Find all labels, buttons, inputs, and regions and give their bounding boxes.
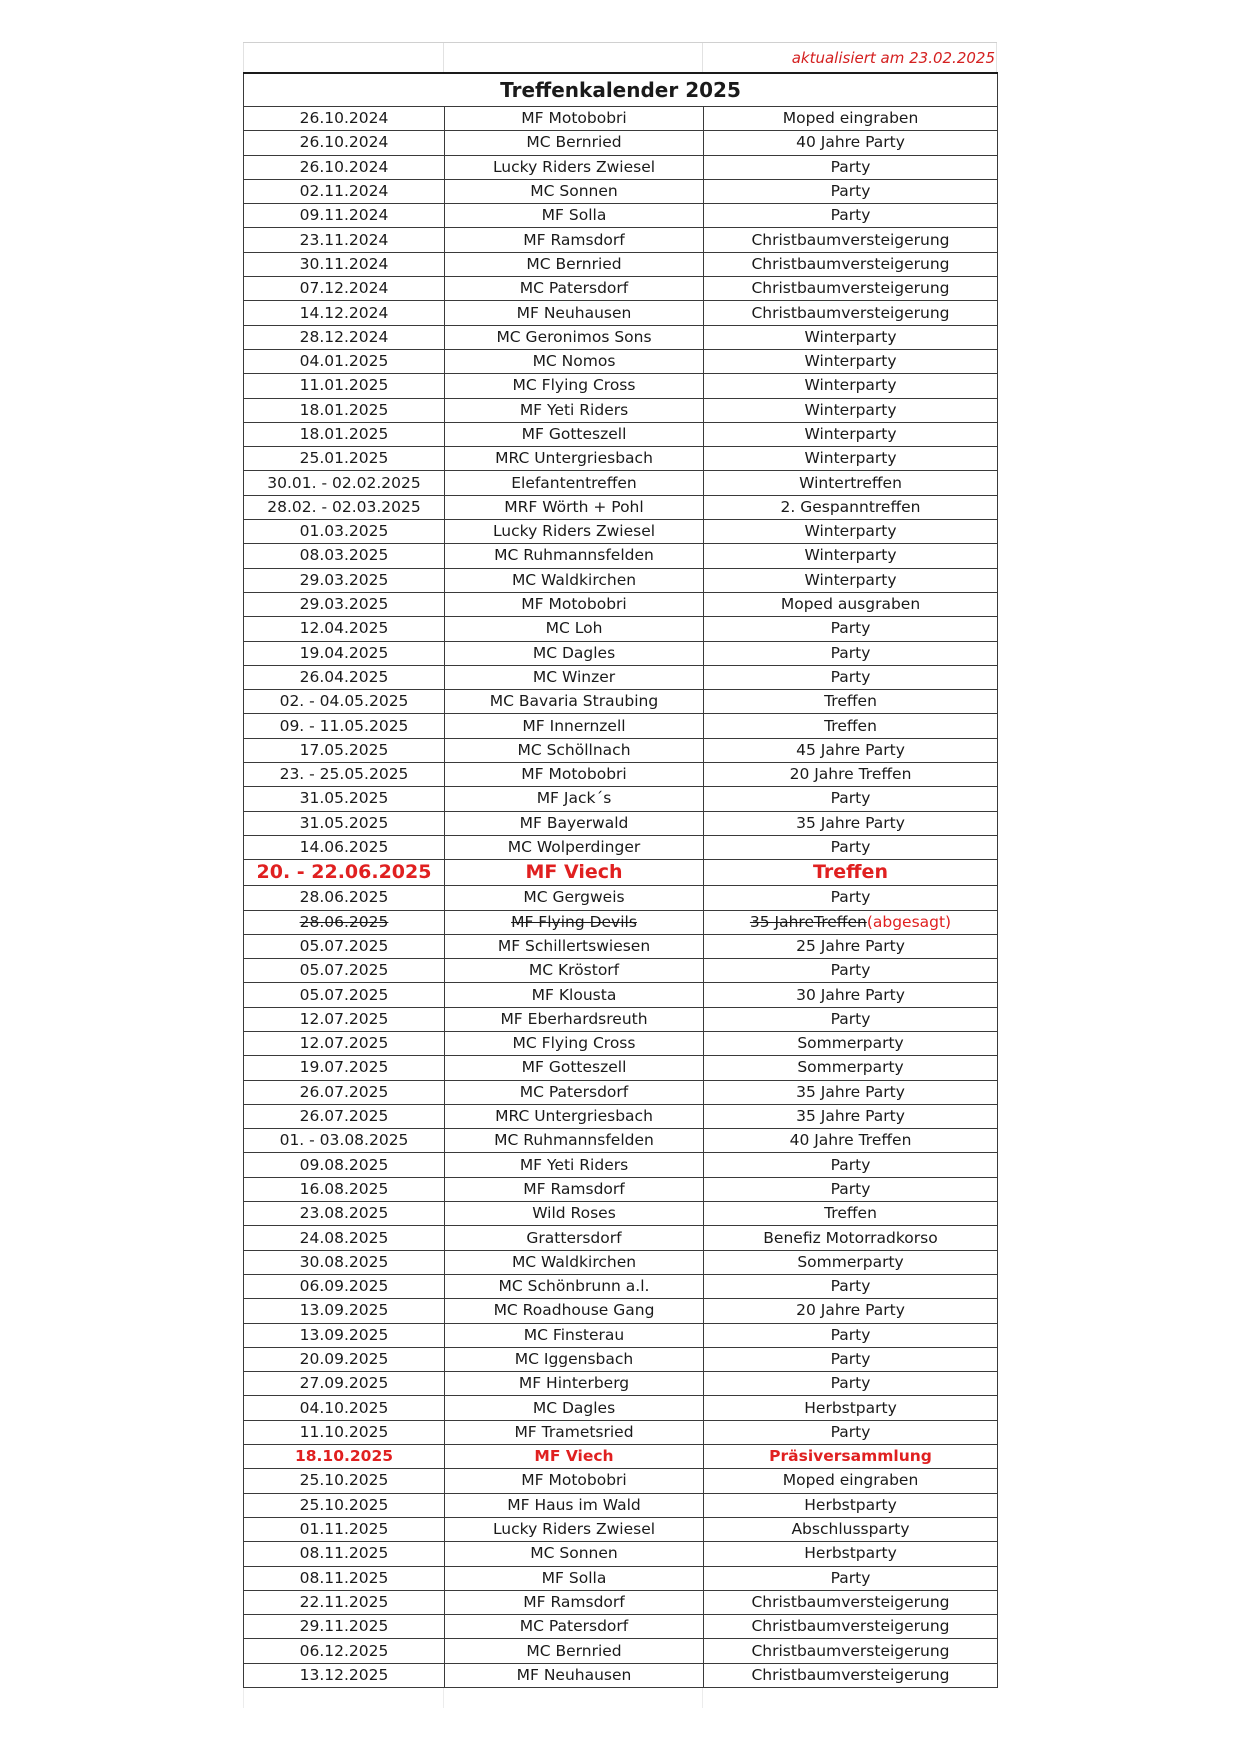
event-date: 09.08.2025 [244, 1153, 445, 1177]
table-row [244, 1299, 998, 1323]
table-row [244, 1469, 998, 1493]
table-row [244, 520, 998, 544]
event-club: MC Bernried [445, 252, 704, 276]
event-club: MF Motobobri [445, 107, 704, 131]
event-date: 12.04.2025 [244, 617, 445, 641]
event-date: 22.11.2025 [244, 1590, 445, 1614]
event-date: 29.03.2025 [244, 568, 445, 592]
table-row [244, 107, 998, 131]
event-club: Grattersdorf [445, 1226, 704, 1250]
event-club: MC Sonnen [445, 179, 704, 203]
event-club: MF Motobobri [445, 1469, 704, 1493]
event-date: 28.06.2025 [244, 886, 445, 910]
table-row [244, 1274, 998, 1298]
event-date: 08.11.2025 [244, 1542, 445, 1566]
event-date: 31.05.2025 [244, 811, 445, 835]
event-type: Herbstparty [704, 1542, 998, 1566]
table-row [244, 835, 998, 859]
event-date: 02.11.2024 [244, 179, 445, 203]
table-row [244, 301, 998, 325]
event-date: 30.01. - 02.02.2025 [244, 471, 445, 495]
event-type: Wintertreffen [704, 471, 998, 495]
event-calendar-table [243, 72, 998, 1688]
event-type: Benefiz Motorradkorso [704, 1226, 998, 1250]
event-date: 26.04.2025 [244, 665, 445, 689]
table-row [244, 910, 998, 934]
event-club: MF Bayerwald [445, 811, 704, 835]
event-type: Winterparty [704, 325, 998, 349]
event-type: 2. Gespanntreffen [704, 495, 998, 519]
event-club: MC Flying Cross [445, 1031, 704, 1055]
event-type: Party [704, 1153, 998, 1177]
event-type: Party [704, 1007, 998, 1031]
event-club: MF Yeti Riders [445, 398, 704, 422]
table-row [244, 1177, 998, 1201]
event-type: Treffen [704, 860, 998, 886]
table-row [244, 374, 998, 398]
event-club: MF Hinterberg [445, 1372, 704, 1396]
table-row [244, 1517, 998, 1541]
event-type: Christbaumversteigerung [704, 1639, 998, 1663]
event-date: 05.07.2025 [244, 983, 445, 1007]
event-club: MC Kröstorf [445, 959, 704, 983]
table-row [244, 349, 998, 373]
table-row [244, 544, 998, 568]
event-club: MF Eberhardsreuth [445, 1007, 704, 1031]
event-type: Party [704, 155, 998, 179]
event-type: Party [704, 641, 998, 665]
event-type: Moped ausgraben [704, 592, 998, 616]
event-type: 30 Jahre Party [704, 983, 998, 1007]
event-date: 19.07.2025 [244, 1056, 445, 1080]
event-club: MF Motobobri [445, 592, 704, 616]
event-type: Party [704, 617, 998, 641]
table-row [244, 1615, 998, 1639]
event-club: MF Flying Devils [445, 910, 704, 934]
table-row [244, 1056, 998, 1080]
event-club: MC Patersdorf [445, 277, 704, 301]
table-row [244, 641, 998, 665]
event-club: MC Gergweis [445, 886, 704, 910]
table-row [244, 1250, 998, 1274]
event-type: Party [704, 1177, 998, 1201]
event-club: MC Nomos [445, 349, 704, 373]
event-date: 28.02. - 02.03.2025 [244, 495, 445, 519]
event-type: Sommerparty [704, 1250, 998, 1274]
event-type: Party [704, 886, 998, 910]
event-date: 09. - 11.05.2025 [244, 714, 445, 738]
event-type: Winterparty [704, 447, 998, 471]
event-club: MC Loh [445, 617, 704, 641]
table-row [244, 959, 998, 983]
event-date: 13.09.2025 [244, 1323, 445, 1347]
event-date: 01.11.2025 [244, 1517, 445, 1541]
table-row [244, 665, 998, 689]
event-club: MF Innernzell [445, 714, 704, 738]
table-row [244, 1031, 998, 1055]
event-type: Party [704, 665, 998, 689]
event-date: 26.07.2025 [244, 1080, 445, 1104]
table-row [244, 811, 998, 835]
event-club: Elefantentreffen [445, 471, 704, 495]
event-date: 20. - 22.06.2025 [244, 860, 445, 886]
event-date: 25.01.2025 [244, 447, 445, 471]
event-date: 25.10.2025 [244, 1469, 445, 1493]
event-date: 26.07.2025 [244, 1104, 445, 1128]
event-club: MF Ramsdorf [445, 1590, 704, 1614]
event-club: MF Schillertswiesen [445, 934, 704, 958]
table-row [244, 1007, 998, 1031]
event-date: 30.11.2024 [244, 252, 445, 276]
update-date-note: aktualisiert am 23.02.2025 [791, 49, 995, 67]
event-club: MF Solla [445, 1566, 704, 1590]
table-row [244, 1202, 998, 1226]
table-row [244, 447, 998, 471]
event-type: Winterparty [704, 422, 998, 446]
event-type: 40 Jahre Party [704, 131, 998, 155]
event-type: Party [704, 835, 998, 859]
table-row [244, 763, 998, 787]
event-date: 30.08.2025 [244, 1250, 445, 1274]
table-row [244, 886, 998, 910]
event-date: 26.10.2024 [244, 107, 445, 131]
event-club: MRF Wörth + Pohl [445, 495, 704, 519]
event-date: 04.10.2025 [244, 1396, 445, 1420]
event-type: Party [704, 787, 998, 811]
event-type: Party [704, 1566, 998, 1590]
event-type: Treffen [704, 690, 998, 714]
event-type: 40 Jahre Treffen [704, 1129, 998, 1153]
event-type: Winterparty [704, 374, 998, 398]
event-type: Party [704, 179, 998, 203]
event-club: MF Trametsried [445, 1420, 704, 1444]
event-club: MC Waldkirchen [445, 568, 704, 592]
event-type: Winterparty [704, 520, 998, 544]
event-type: Party [704, 1347, 998, 1371]
event-club: MC Finsterau [445, 1323, 704, 1347]
event-date: 31.05.2025 [244, 787, 445, 811]
event-club: MC Patersdorf [445, 1615, 704, 1639]
event-type: Party [704, 204, 998, 228]
event-date: 16.08.2025 [244, 1177, 445, 1201]
event-club: MC Sonnen [445, 1542, 704, 1566]
event-type: 45 Jahre Party [704, 738, 998, 762]
event-date: 29.03.2025 [244, 592, 445, 616]
event-date: 20.09.2025 [244, 1347, 445, 1371]
event-type: Christbaumversteigerung [704, 1590, 998, 1614]
event-date: 13.09.2025 [244, 1299, 445, 1323]
event-type: Party [704, 1323, 998, 1347]
event-type: Party [704, 1372, 998, 1396]
event-club: MC Roadhouse Gang [445, 1299, 704, 1323]
event-club: MF Ramsdorf [445, 228, 704, 252]
table-row [244, 1372, 998, 1396]
event-type: Christbaumversteigerung [704, 1663, 998, 1687]
event-type: Winterparty [704, 544, 998, 568]
event-date: 14.12.2024 [244, 301, 445, 325]
event-club: MRC Untergriesbach [445, 447, 704, 471]
calendar-page [243, 42, 997, 1708]
cancelled-note: (abgesagt) [866, 912, 952, 931]
event-type: Party [704, 1420, 998, 1444]
event-date: 18.01.2025 [244, 422, 445, 446]
event-type: Winterparty [704, 349, 998, 373]
calendar-rows [244, 107, 998, 1688]
table-row [244, 690, 998, 714]
event-club: MF Gotteszell [445, 422, 704, 446]
event-club: MF Viech [445, 1445, 704, 1469]
event-date: 04.01.2025 [244, 349, 445, 373]
table-row [244, 1542, 998, 1566]
event-club: MC Bavaria Straubing [445, 690, 704, 714]
event-date: 23.08.2025 [244, 1202, 445, 1226]
event-club: MC Bernried [445, 1639, 704, 1663]
event-club: MF Solla [445, 204, 704, 228]
event-type: Moped eingraben [704, 107, 998, 131]
event-type: Party [704, 959, 998, 983]
event-date: 02. - 04.05.2025 [244, 690, 445, 714]
event-club: Wild Roses [445, 1202, 704, 1226]
table-row [244, 1445, 998, 1469]
table-row [244, 1153, 998, 1177]
event-type: Winterparty [704, 398, 998, 422]
event-type: 35 JahreTreffen(abgesagt) [704, 910, 998, 934]
event-date: 28.12.2024 [244, 325, 445, 349]
table-row [244, 1347, 998, 1371]
event-type: Moped eingraben [704, 1469, 998, 1493]
event-type: Christbaumversteigerung [704, 1615, 998, 1639]
table-row [244, 592, 998, 616]
event-date: 06.09.2025 [244, 1274, 445, 1298]
event-date: 08.03.2025 [244, 544, 445, 568]
table-row [244, 495, 998, 519]
event-club: MF Jack´s [445, 787, 704, 811]
event-club: MF Neuhausen [445, 1663, 704, 1687]
event-club: MC Ruhmannsfelden [445, 1129, 704, 1153]
event-club: MC Flying Cross [445, 374, 704, 398]
table-row [244, 1226, 998, 1250]
event-date: 26.10.2024 [244, 131, 445, 155]
table-row [244, 1104, 998, 1128]
table-row [244, 422, 998, 446]
event-club: MF Gotteszell [445, 1056, 704, 1080]
event-club: MF Motobobri [445, 763, 704, 787]
event-date: 07.12.2024 [244, 277, 445, 301]
sheet-trailing-gridlines [243, 1688, 997, 1708]
table-row [244, 325, 998, 349]
event-date: 12.07.2025 [244, 1007, 445, 1031]
event-type: Herbstparty [704, 1493, 998, 1517]
event-club: MC Waldkirchen [445, 1250, 704, 1274]
event-date: 28.06.2025 [244, 910, 445, 934]
event-type: 35 Jahre Party [704, 1104, 998, 1128]
table-row [244, 1420, 998, 1444]
event-type: Treffen [704, 1202, 998, 1226]
event-club: MC Dagles [445, 1396, 704, 1420]
table-row [244, 738, 998, 762]
event-club: MC Bernried [445, 131, 704, 155]
table-row [244, 1663, 998, 1687]
event-club: MF Klousta [445, 983, 704, 1007]
event-type: Treffen [704, 714, 998, 738]
event-type: 25 Jahre Party [704, 934, 998, 958]
table-row [244, 568, 998, 592]
table-row [244, 131, 998, 155]
table-row [244, 1396, 998, 1420]
event-date: 18.01.2025 [244, 398, 445, 422]
table-row [244, 714, 998, 738]
event-date: 29.11.2025 [244, 1615, 445, 1639]
event-date: 27.09.2025 [244, 1372, 445, 1396]
table-row [244, 277, 998, 301]
event-date: 05.07.2025 [244, 959, 445, 983]
event-type: Christbaumversteigerung [704, 228, 998, 252]
event-club: MC Schönbrunn a.l. [445, 1274, 704, 1298]
event-club: MF Neuhausen [445, 301, 704, 325]
event-date: 11.10.2025 [244, 1420, 445, 1444]
table-row [244, 252, 998, 276]
event-club: MC Wolperdinger [445, 835, 704, 859]
event-club: Lucky Riders Zwiesel [445, 155, 704, 179]
table-row [244, 934, 998, 958]
event-date: 14.06.2025 [244, 835, 445, 859]
table-row [244, 155, 998, 179]
event-type: Winterparty [704, 568, 998, 592]
event-date: 13.12.2025 [244, 1663, 445, 1687]
table-row [244, 1639, 998, 1663]
event-club: MF Yeti Riders [445, 1153, 704, 1177]
event-date: 01.03.2025 [244, 520, 445, 544]
event-type: Präsiversammlung [704, 1445, 998, 1469]
event-club: MF Viech [445, 860, 704, 886]
event-club: MC Iggensbach [445, 1347, 704, 1371]
table-row [244, 204, 998, 228]
table-row [244, 860, 998, 886]
event-type: Herbstparty [704, 1396, 998, 1420]
event-date: 25.10.2025 [244, 1493, 445, 1517]
event-date: 23.11.2024 [244, 228, 445, 252]
event-date: 09.11.2024 [244, 204, 445, 228]
event-type: Christbaumversteigerung [704, 252, 998, 276]
table-row [244, 617, 998, 641]
event-club: MC Geronimos Sons [445, 325, 704, 349]
table-row [244, 471, 998, 495]
event-date: 11.01.2025 [244, 374, 445, 398]
event-date: 19.04.2025 [244, 641, 445, 665]
event-date: 12.07.2025 [244, 1031, 445, 1055]
table-row [244, 1323, 998, 1347]
event-date: 05.07.2025 [244, 934, 445, 958]
event-date: 01. - 03.08.2025 [244, 1129, 445, 1153]
event-club: MRC Untergriesbach [445, 1104, 704, 1128]
event-type: 35 Jahre Party [704, 811, 998, 835]
event-club: MC Ruhmannsfelden [445, 544, 704, 568]
event-date: 17.05.2025 [244, 738, 445, 762]
event-type: Abschlussparty [704, 1517, 998, 1541]
event-type: 20 Jahre Treffen [704, 763, 998, 787]
table-row [244, 983, 998, 1007]
table-row [244, 1590, 998, 1614]
event-type: Sommerparty [704, 1031, 998, 1055]
table-row [244, 1080, 998, 1104]
event-date: 23. - 25.05.2025 [244, 763, 445, 787]
table-row [244, 787, 998, 811]
event-date: 26.10.2024 [244, 155, 445, 179]
event-club: MF Haus im Wald [445, 1493, 704, 1517]
event-club: Lucky Riders Zwiesel [445, 1517, 704, 1541]
event-type: Sommerparty [704, 1056, 998, 1080]
event-type: Christbaumversteigerung [704, 277, 998, 301]
event-club: Lucky Riders Zwiesel [445, 520, 704, 544]
event-club: MC Patersdorf [445, 1080, 704, 1104]
event-club: MC Winzer [445, 665, 704, 689]
event-date: 06.12.2025 [244, 1639, 445, 1663]
update-row [243, 42, 997, 72]
event-date: 24.08.2025 [244, 1226, 445, 1250]
calendar-title: Treffenkalender 2025 [244, 73, 998, 107]
table-row [244, 228, 998, 252]
event-club: MC Schöllnach [445, 738, 704, 762]
event-club: MF Ramsdorf [445, 1177, 704, 1201]
table-row [244, 179, 998, 203]
table-row [244, 398, 998, 422]
event-date: 08.11.2025 [244, 1566, 445, 1590]
event-type: 35 Jahre Party [704, 1080, 998, 1104]
table-row [244, 1566, 998, 1590]
table-row [244, 1493, 998, 1517]
event-club: MC Dagles [445, 641, 704, 665]
event-type: Party [704, 1274, 998, 1298]
event-type: 20 Jahre Party [704, 1299, 998, 1323]
event-date: 18.10.2025 [244, 1445, 445, 1469]
event-type: Christbaumversteigerung [704, 301, 998, 325]
table-row [244, 1129, 998, 1153]
